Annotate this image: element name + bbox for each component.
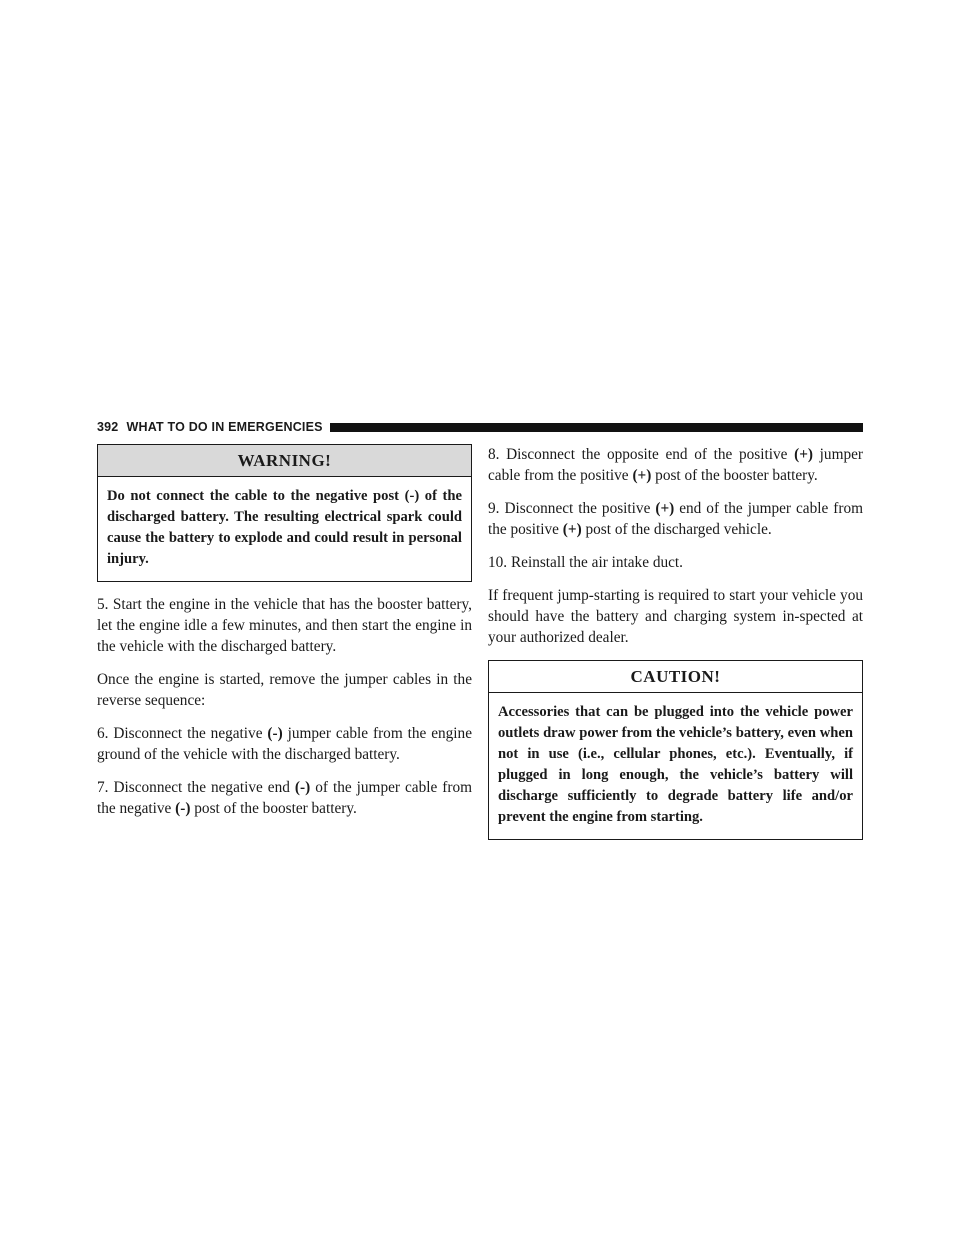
reverse-sequence-paragraph: Once the engine is started, remove the jumper cables in the reverse sequence: — [97, 671, 472, 709]
step-8-text-b: jumper cable from the positive — [488, 446, 864, 484]
step-6-text-b: jumper cable from the engine ground of the vehicle with the discharged battery. — [97, 725, 472, 763]
warning-title: WARNING! — [98, 445, 471, 477]
warning-text: Do not connect the cable to the negative post (-) of the discharged battery. The resulting electrical spark could cause the battery to explode and could result in personal injury. — [107, 488, 462, 567]
step-7-text-a: 7. Disconnect the negative end — [97, 779, 295, 796]
header-rule — [330, 423, 863, 432]
negative-symbol: (-) — [294, 779, 311, 796]
step-9-text-b: end of the jumper cable from the positive — [488, 500, 863, 538]
section-title: WHAT TO DO IN EMERGENCIES — [126, 420, 323, 434]
step-6-text-a: 6. Disconnect the negative — [97, 725, 268, 742]
step-8-text-a: 8. Disconnect the opposite end of the positive — [488, 446, 795, 463]
step-5-paragraph: 5. Start the engine in the vehicle that has the booster battery, let the engine idle a few minutes, and then start the engine in the vehicle with the discharged battery. — [97, 596, 472, 655]
step-6-paragraph — [97, 723, 472, 765]
left-column — [97, 444, 472, 819]
running-header — [97, 418, 863, 436]
positive-symbol: (+) — [632, 467, 652, 484]
frequent-jump-start-paragraph: If frequent jump-starting is required to start your vehicle you should have the battery and charging system in-spected at your authorized dealer. — [488, 587, 863, 646]
caution-box — [488, 660, 863, 840]
step-8-text-c: post of the booster battery. — [651, 467, 818, 484]
negative-symbol: (-) — [267, 725, 283, 742]
positive-symbol: (+) — [794, 446, 814, 463]
negative-symbol: (-) — [175, 800, 191, 817]
warning-box — [97, 444, 472, 582]
page-number: 392 — [97, 420, 119, 434]
step-7-text-c: post of the booster battery. — [190, 800, 357, 817]
step-10-paragraph: 10. Reinstall the air intake duct. — [488, 554, 683, 571]
positive-symbol: (+) — [562, 521, 582, 538]
step-7-paragraph — [97, 777, 472, 819]
step-8-paragraph — [488, 444, 863, 486]
step-9-paragraph — [488, 498, 863, 540]
caution-text: Accessories that can be plugged into the vehicle power outlets draw power from the vehicle’s battery, even when not in use (i.e., cellular phones, etc.). Eventually, if plugged in long enough, the vehicle’s battery will discharge sufficiently to degrade battery life and/or prevent the engine from starting. — [498, 704, 853, 825]
step-7-text-b: of the jumper cable from the negative — [97, 779, 472, 817]
step-9-text-a: 9. Disconnect the positive — [488, 500, 656, 517]
caution-title: CAUTION! — [489, 661, 862, 693]
right-column — [488, 444, 863, 840]
positive-symbol: (+) — [655, 500, 675, 517]
step-9-text-c: post of the discharged vehicle. — [581, 521, 772, 538]
